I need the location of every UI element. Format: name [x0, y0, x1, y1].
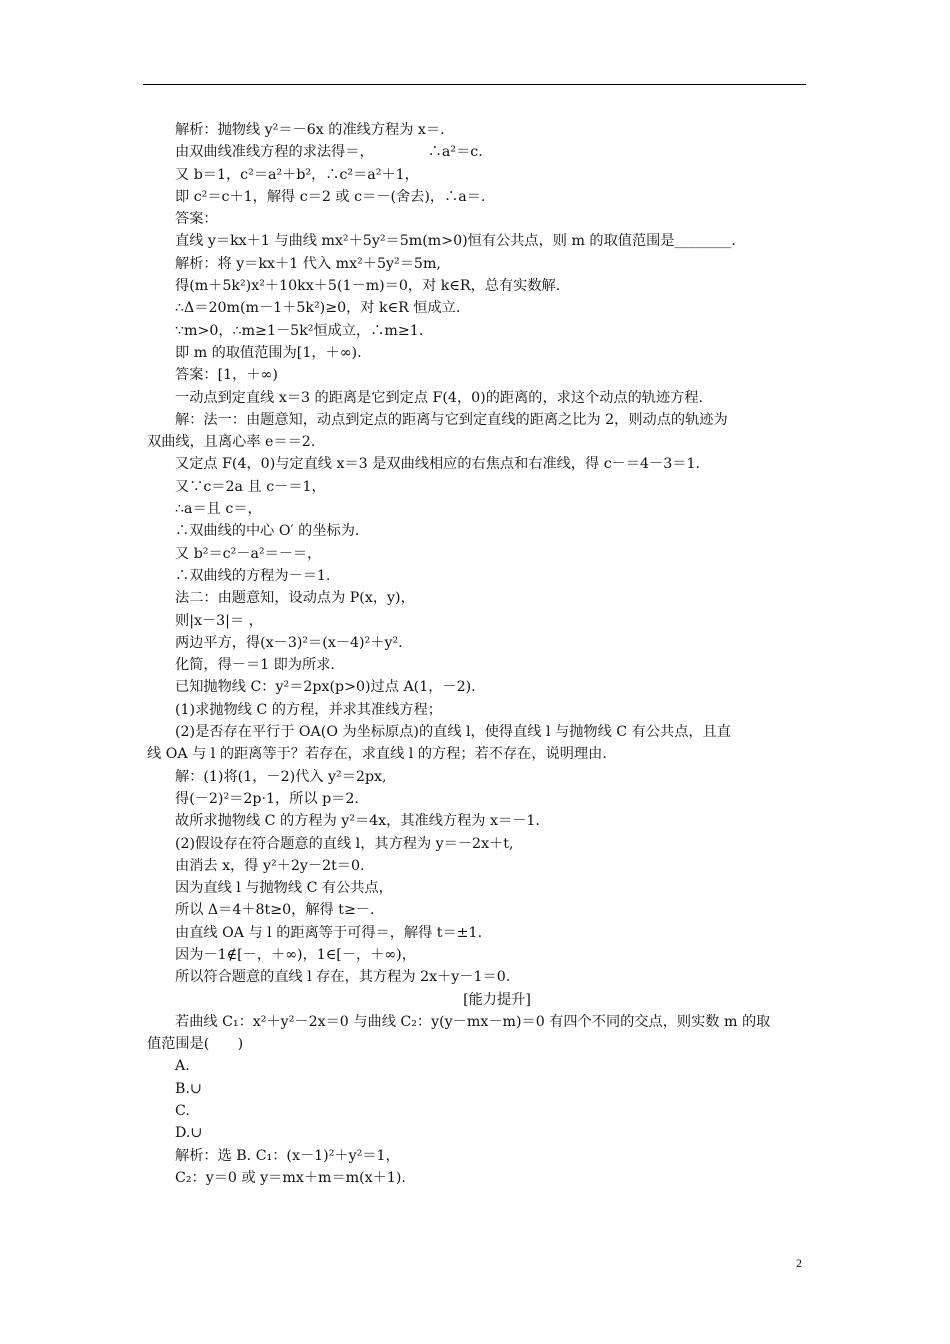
text-line: 化简，得－＝1 即为所求.	[175, 657, 335, 674]
text-line: 直线 y＝kx＋1 与曲线 mx²＋5y²＝5m(m>0)恒有公共点，则 m 的取值范围是________.	[175, 233, 736, 250]
text-line: 两边平方，得(x－3)²＝(x－4)²＋y².	[175, 634, 403, 651]
text-line: 又 b²＝c²－a²＝－＝，	[175, 545, 322, 562]
text-line: 由双曲线准线方程的求法得＝， ∴a²＝c.	[175, 144, 483, 161]
text-line: 线 OA 与 l 的距离等于？若存在，求直线 l 的方程；若不存在，说明理由.	[147, 746, 607, 763]
header-rule	[143, 84, 806, 85]
text-line: B.∪	[175, 1080, 202, 1097]
text-line: 即 c²＝c＋1，解得 c＝2 或 c＝－(舍去)，∴a＝.	[175, 188, 486, 205]
text-line: ∴双曲线的方程为－＝1.	[175, 567, 331, 584]
text-line: 故所求抛物线 C 的方程为 y²＝4x，其准线方程为 x＝－1.	[175, 813, 540, 830]
text-line: 得(m＋5k²)x²＋10kx＋5(1－m)＝0，对 k∈R，总有实数解.	[175, 278, 561, 295]
text-line: 即 m 的取值范围为[1，＋∞).	[175, 344, 362, 361]
page-number: 2	[796, 1256, 802, 1270]
text-line: 解：法一：由题意知，动点到定点的距离与它到定直线的距离之比为 2，则动点的轨迹为	[175, 411, 728, 428]
text-line: 则|x－3|＝ ，	[175, 612, 263, 629]
text-line: 解析：将 y＝kx＋1 代入 mx²＋5y²＝5m,	[175, 255, 441, 272]
text-line: A.	[175, 1058, 190, 1075]
text-line: C.	[175, 1103, 190, 1120]
text-line: 法二：由题意知，设动点为 P(x，y)，	[175, 590, 415, 607]
text-line: 解析：抛物线 y²＝－6x 的准线方程为 x＝.	[175, 122, 445, 138]
text-line: 由直线 OA 与 l 的距离等于可得＝，解得 t＝±1.	[175, 924, 483, 941]
text-line: 已知抛物线 C：y²＝2px(p>0)过点 A(1，－2).	[175, 679, 476, 696]
document-body	[147, 119, 807, 1189]
text-line: ∴Δ＝20m(m－1＋5k²)≥0，对 k∈R 恒成立.	[175, 300, 461, 317]
text-line: D.∪	[175, 1125, 203, 1142]
text-line: 解：(1)将(1，－2)代入 y²＝2px,	[175, 768, 387, 785]
text-line: 因为－1∉[－，＋∞)，1∈[－，＋∞)，	[175, 946, 416, 963]
text-line: 由消去 x，得 y²＋2y－2t＝0.	[175, 857, 365, 874]
text-line: 得(－2)²＝2p·1，所以 p＝2.	[175, 790, 359, 807]
text-line: [能力提升]	[463, 991, 531, 1008]
text-line: (1)求抛物线 C 的方程，并求其准线方程；	[175, 701, 442, 718]
text-line: 又定点 F(4，0)与定直线 x＝3 是双曲线相应的右焦点和右准线，得 c－＝4－3＝1.	[175, 456, 701, 473]
text-line: 解析：选 B. C₁：(x－1)²＋y²＝1，	[175, 1147, 400, 1164]
text-line: 因为直线 l 与抛物线 C 有公共点，	[175, 880, 393, 897]
text-line: 答案：[1，＋∞)	[175, 367, 278, 384]
text-line: C₂：y＝0 或 y＝mx＋m＝m(x＋1).	[175, 1169, 406, 1186]
text-line: ∵m>0，∴m≥1－5k²恒成立，∴m≥1.	[175, 322, 424, 339]
text-line: 一动点到定直线 x＝3 的距离是它到定点 F(4，0)的距离的，求这个动点的轨迹方程.	[175, 389, 704, 406]
text-line: (2)是否存在平行于 OA(O 为坐标原点)的直线 l，使得直线 l 与抛物线 C 有公共点，且直	[175, 724, 731, 741]
text-line: 所以 Δ＝4＋8t≥0，解得 t≥－.	[175, 902, 375, 919]
text-line: ∴a＝且 c＝，	[175, 501, 262, 518]
text-line: 值范围是( )	[147, 1036, 244, 1053]
text-line: (2)假设存在符合题意的直线 l，其方程为 y＝－2x＋t,	[175, 835, 514, 852]
text-line: 所以符合题意的直线 l 存在，其方程为 2x＋y－1＝0.	[175, 969, 511, 986]
text-line: 双曲线，且离心率 e＝＝2.	[147, 434, 316, 451]
text-line: 又 b＝1，c²＝a²＋b²，∴c²＝a²＋1，	[175, 166, 419, 183]
text-line: ∴双曲线的中心 O′ 的坐标为.	[175, 523, 360, 540]
text-line: 答案：	[175, 211, 218, 228]
text-line: 又∵c＝2a 且 c－＝1，	[175, 478, 326, 495]
text-line: 若曲线 C₁：x²＋y²－2x＝0 与曲线 C₂：y(y－mx－m)＝0 有四个不同的交点，则实数 m 的取	[175, 1013, 771, 1030]
